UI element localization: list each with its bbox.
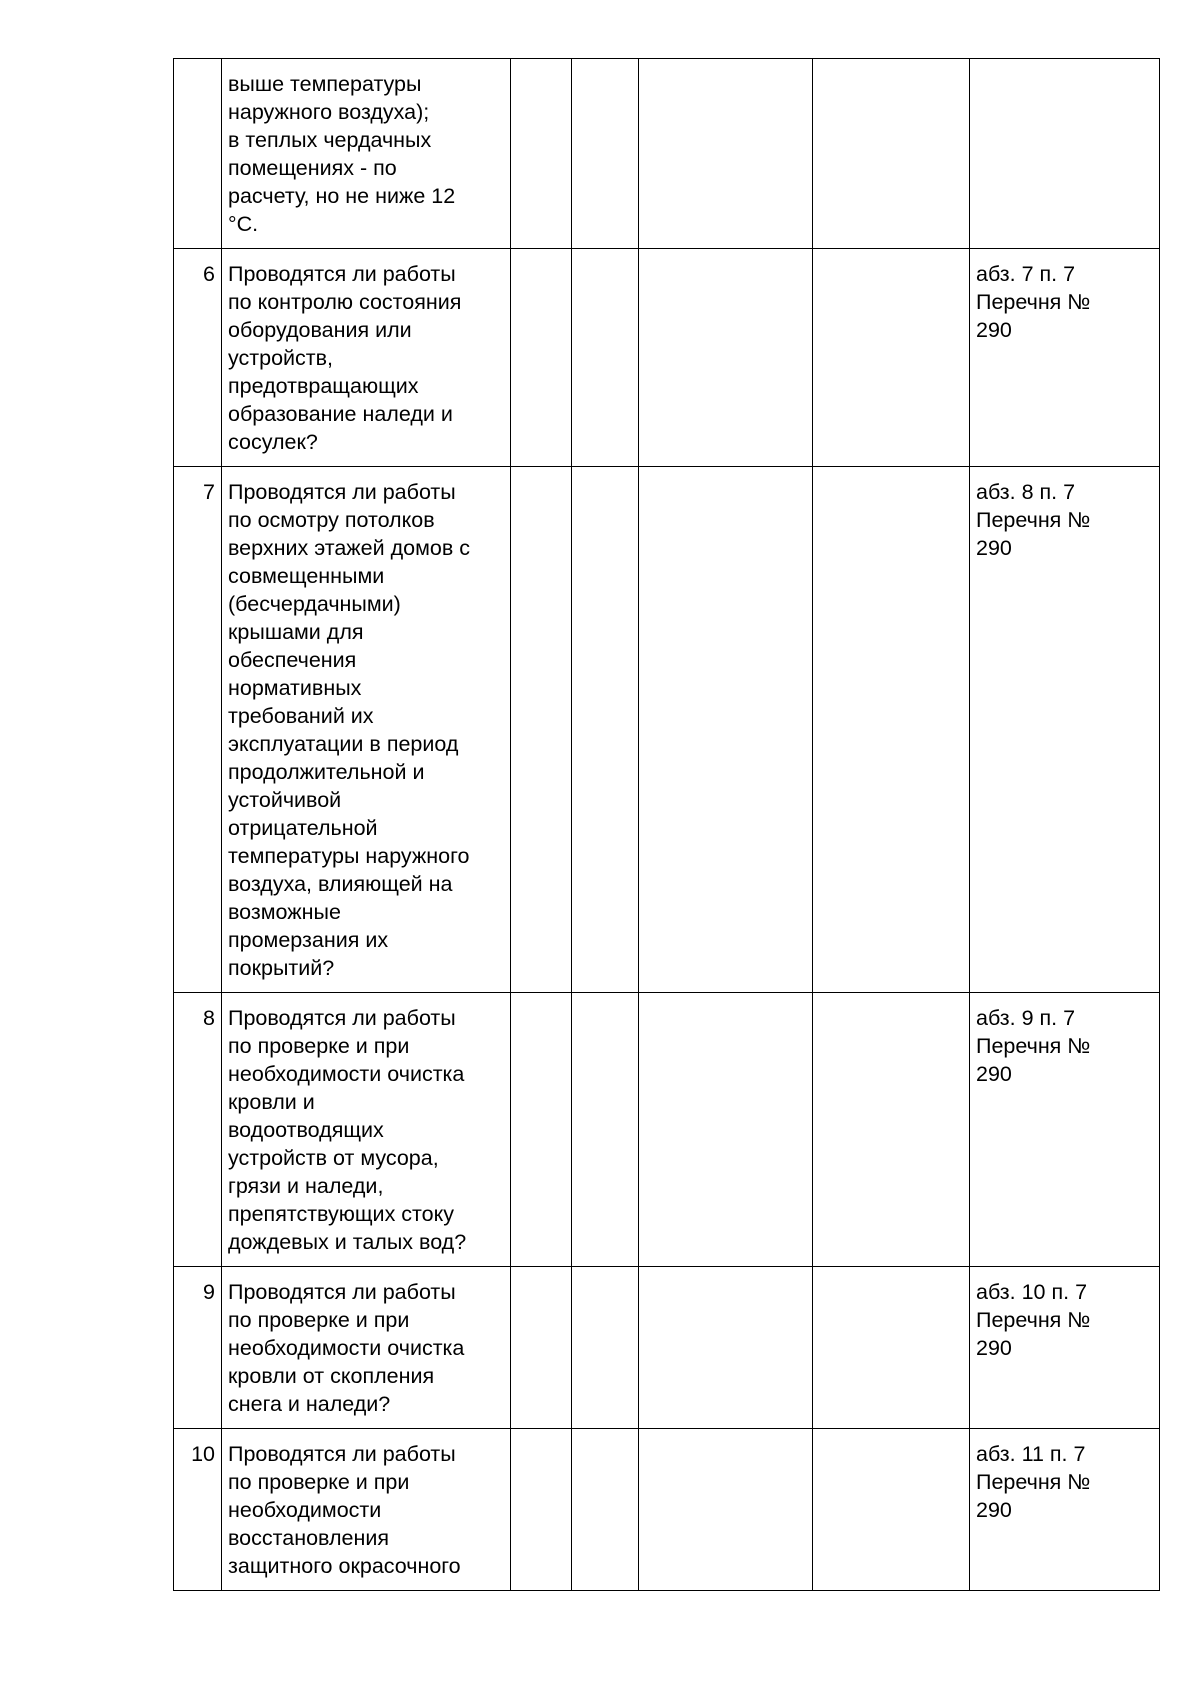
row-number: 6 xyxy=(174,249,222,467)
answer-no-cell[interactable] xyxy=(572,993,639,1267)
answer-na-cell[interactable] xyxy=(639,467,813,993)
answer-na-cell[interactable] xyxy=(639,993,813,1267)
legal-reference: абз. 10 п. 7 Перечня № 290 xyxy=(970,1267,1160,1429)
answer-yes-cell[interactable] xyxy=(511,1429,572,1591)
notes-cell[interactable] xyxy=(813,249,970,467)
notes-cell[interactable] xyxy=(813,1429,970,1591)
row-number: 10 xyxy=(174,1429,222,1591)
table-row xyxy=(174,993,1160,1267)
legal-reference: абз. 9 п. 7 Перечня № 290 xyxy=(970,993,1160,1267)
question-text: Проводятся ли работы по проверке и при необходимости восстановления защитного окрасочного xyxy=(222,1429,511,1591)
legal-reference: абз. 7 п. 7 Перечня № 290 xyxy=(970,249,1160,467)
legal-reference xyxy=(970,59,1160,249)
answer-yes-cell[interactable] xyxy=(511,59,572,249)
question-text: Проводятся ли работы по контролю состояния оборудования или устройств, предотвращающих образование наледи и сосулек? xyxy=(222,249,511,467)
notes-cell[interactable] xyxy=(813,993,970,1267)
row-number: 7 xyxy=(174,467,222,993)
answer-na-cell[interactable] xyxy=(639,1267,813,1429)
question-text: Проводятся ли работы по осмотру потолков верхних этажей домов с совмещенными (бесчердачными) крышами для обеспечения нормативных требований их эксплуатации в период продолжительной и устойчивой отрицательной температуры наружного воздуха, влияющей на возможные промерзания их покрытий? xyxy=(222,467,511,993)
answer-no-cell[interactable] xyxy=(572,467,639,993)
answer-no-cell[interactable] xyxy=(572,1429,639,1591)
notes-cell[interactable] xyxy=(813,467,970,993)
answer-no-cell[interactable] xyxy=(572,249,639,467)
answer-no-cell[interactable] xyxy=(572,1267,639,1429)
answer-yes-cell[interactable] xyxy=(511,249,572,467)
table-row xyxy=(174,1429,1160,1591)
legal-reference: абз. 8 п. 7 Перечня № 290 xyxy=(970,467,1160,993)
table-row xyxy=(174,1267,1160,1429)
answer-yes-cell[interactable] xyxy=(511,1267,572,1429)
row-number: 9 xyxy=(174,1267,222,1429)
notes-cell[interactable] xyxy=(813,1267,970,1429)
question-text: Проводятся ли работы по проверке и при необходимости очистка кровли и водоотводящих устройств от мусора, грязи и наледи, препятствующих стоку дождевых и талых вод? xyxy=(222,993,511,1267)
table-row xyxy=(174,59,1160,249)
row-number xyxy=(174,59,222,249)
answer-na-cell[interactable] xyxy=(639,249,813,467)
notes-cell[interactable] xyxy=(813,59,970,249)
row-number: 8 xyxy=(174,993,222,1267)
answer-yes-cell[interactable] xyxy=(511,467,572,993)
answer-no-cell[interactable] xyxy=(572,59,639,249)
answer-na-cell[interactable] xyxy=(639,1429,813,1591)
question-text: выше температуры наружного воздуха); в теплых чердачных помещениях - по расчету, но не ниже 12 °С. xyxy=(222,59,511,249)
table-row xyxy=(174,249,1160,467)
checklist-table xyxy=(173,58,1160,1591)
question-text: Проводятся ли работы по проверке и при необходимости очистка кровли от скопления снега и наледи? xyxy=(222,1267,511,1429)
answer-na-cell[interactable] xyxy=(639,59,813,249)
answer-yes-cell[interactable] xyxy=(511,993,572,1267)
legal-reference: абз. 11 п. 7 Перечня № 290 xyxy=(970,1429,1160,1591)
table-row xyxy=(174,467,1160,993)
